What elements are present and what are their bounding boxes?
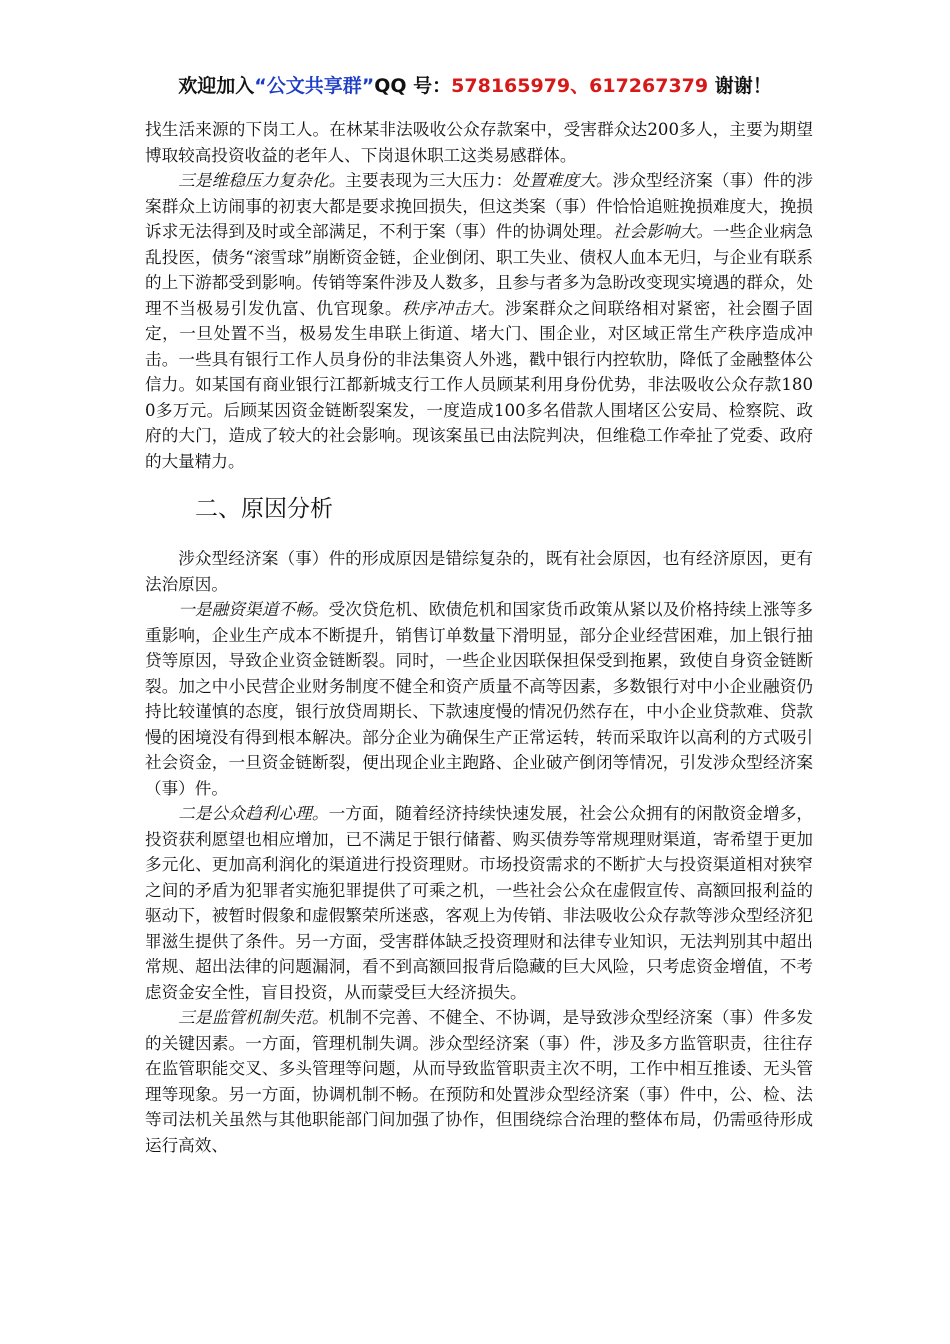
paragraph-text: 涉案群众之间联络相对紧密，社会圈子固定，一旦处置不当，极易发生串联上街道、堵大门、围企业，对区域正常生产秩序造成冲击。一些具有银行工作人员身份的非法集资人外逃，戳中银行内控软肋，降低了金融整体公信力。如某国有商业银行江都新城支行工作人员顾某利用身份优势，非法吸收公众存款1800多万元。后顾某因资金链断裂案发，一度造成100多名借款人围堵区公安局、检察院、政府的大门，造成了较大的社会影响。现该案虽已由法院判决，但维稳工作牵扯了党委、政府的大量精力。 [145, 298, 814, 471]
banner-qq-label: QQ 号： [374, 75, 452, 97]
paragraph-lead: 一是融资渠道不畅。 [178, 600, 329, 619]
section-heading: 二、原因分析 [195, 496, 333, 522]
paragraph-intro: 涉众型经济案（事）件的形成原因是错综复杂的，既有社会原因，也有经济原因，更有法治原因。 [145, 549, 813, 594]
paragraph-text: 一些企业病急乱投医，债务“滚雪球”崩断资金链，企业倒闭、职工失业、债权人血本无归，与企业有联系的上下游都受到影响。传销等案件涉及人数多，且参与者多为急盼改变现实境遇的群众，处理不当极易引发仇富、仇官现象。 [145, 222, 814, 318]
paragraph-text: 机制不完善、不健全、不协调，是导致涉众型经济案（事）件多发的关键因素。一方面，管理机制失调。涉众型经济案（事）件，涉及多方监管职责，往往存在监管职能交叉、多头管理等问题，从而导致监管职责主次不明，工作中相互推诿、无头管理等现象。另一方面，协调机制不畅。在预防和处置涉众型经济案（事）件中，公、检、法等司法机关虽然与其他职能部门间加强了协作，但围绕综合治理的整体布局，仍需亟待形成运行高效、 [145, 1008, 814, 1155]
banner-suffix: 谢谢！ [708, 75, 772, 97]
banner-group-name: “公文共享群” [254, 75, 375, 97]
paragraph-cause-profit [145, 801, 813, 1005]
paragraph-text: 涉众型经济案（事）件的涉案群众上访闹事的初衷大都是要求挽回损失，但这类案（事）件恰恰追赃挽损难度大，挽损诉求无法得到及时或全部满足，不利于案（事）件的协调处理。 [145, 171, 814, 241]
banner-prefix: 欢迎加入 [178, 75, 255, 97]
document-body [145, 117, 813, 1158]
paragraph-continuation: 找生活来源的下岗工人。在林某非法吸收公众存款案中，受害群众达200多人，主要为期望博取较高投资收益的老年人、下岗退休职工这类易感群体。 [145, 120, 813, 165]
header-banner [0, 72, 950, 100]
banner-qq-numbers: 578165979、617267379 [451, 75, 709, 97]
paragraph-text: 一方面，随着经济持续快速发展，社会公众拥有的闲散资金增多，投资获利愿望也相应增加，已不满足于银行储蓄、购买债券等常规理财渠道，寄希望于更加多元化、更加高利润化的渠道进行投资理财。市场投资需求的不断扩大与投资渠道相对狭窄之间的矛盾为犯罪者实施犯罪提供了可乘之机，一些社会公众在虚假宣传、高额回报利益的驱动下，被暂时假象和虚假繁荣所迷惑，客观上为传销、非法吸收公众存款等涉众型经济犯罪滋生提供了条件。另一方面，受害群体缺乏投资理财和法律专业知识，无法判别其中超出常规、超出法律的问题漏洞，看不到高额回报背后隐藏的巨大风险，只考虑资金增值，不考虑资金安全性，盲目投资，从而蒙受巨大经济损失。 [145, 804, 814, 1002]
paragraph-stability-pressure [145, 168, 813, 474]
paragraph-subtopic: 社会影响大。 [612, 222, 713, 241]
paragraph-lead: 三是监管机制失范。 [178, 1008, 329, 1027]
paragraph-cause-financing [145, 597, 813, 801]
paragraph-subtopic: 处置难度大。 [512, 171, 613, 190]
paragraph-cause-supervision [145, 1005, 813, 1158]
paragraph-text: 受次贷危机、欧债危机和国家货币政策从紧以及价格持续上涨等多重影响，企业生产成本不断提升，销售订单数量下滑明显，部分企业经营困难，加上银行抽贷等原因，导致企业资金链断裂。同时，一些企业因联保担保受到拖累，致使自身资金链断裂。加之中小民营企业财务制度不健全和资产质量不高等因素，多数银行对中小企业融资仍持比较谨慎的态度，银行放贷周期长、下款速度慢的情况仍然存在，中小企业贷款难、贷款慢的困境没有得到根本解决。部分企业为确保生产正常运转，转而采取许以高利的方式吸引社会资金，一旦资金链断裂，便出现企业主跑路、企业破产倒闭等情况，引发涉众型经济案（事）件。 [145, 600, 814, 798]
paragraph-text: 主要表现为三大压力： [345, 171, 513, 190]
paragraph-lead: 三是维稳压力复杂化。 [178, 171, 346, 190]
paragraph-subtopic: 秩序冲击大。 [402, 298, 505, 318]
paragraph-lead: 二是公众趋利心理。 [178, 804, 329, 823]
